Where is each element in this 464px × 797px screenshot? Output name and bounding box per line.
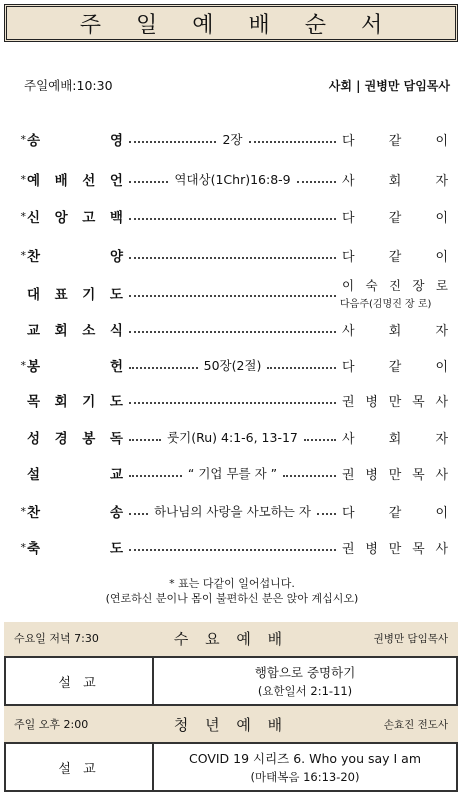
dot-leader	[129, 170, 336, 188]
person-char: 사	[435, 467, 448, 483]
youth-service-header	[4, 708, 458, 740]
dot-leader	[129, 502, 336, 520]
order-item-label	[27, 390, 125, 410]
dot-fill	[129, 439, 161, 441]
person-char: 같	[388, 505, 402, 521]
person-char: 장	[412, 278, 425, 293]
dot-fill	[129, 402, 336, 404]
order-item	[14, 390, 452, 410]
person-char: 같	[388, 359, 402, 375]
standing-note: * 표는 다같이 일어섭니다.	[169, 577, 295, 590]
order-item-detail: 2장	[222, 132, 243, 147]
label-char: 축	[27, 541, 41, 557]
label-char: 회	[54, 394, 68, 410]
order-item	[14, 206, 452, 226]
dot-fill	[129, 475, 182, 477]
person-char: 이	[435, 249, 448, 265]
person-char: 사	[435, 541, 448, 557]
order-item-detail: 룻기(Ru) 4:1-6, 13-17	[167, 430, 298, 445]
person-char: 만	[388, 467, 402, 483]
order-item	[14, 129, 452, 149]
dot-fill	[129, 549, 336, 551]
person-char: 진	[388, 278, 402, 293]
label-char: 봉	[27, 359, 41, 375]
label-char: 언	[109, 173, 123, 189]
notes	[0, 576, 464, 606]
label-char: 도	[109, 541, 123, 557]
label-char: 찬	[27, 249, 41, 265]
dot-leader	[129, 289, 336, 297]
person-char: 사	[435, 394, 448, 410]
order-item-detail: “ 기업 무를 자 ”	[187, 466, 278, 481]
person-char: 자	[435, 323, 448, 339]
person-char: 사	[342, 323, 355, 339]
person-char: 이	[435, 133, 448, 149]
label-char: 고	[82, 210, 96, 226]
label-char: 송	[27, 133, 41, 149]
person-char: 로	[435, 278, 448, 293]
dot-fill	[283, 475, 336, 477]
dot-fill	[129, 181, 168, 183]
person-char: 병	[365, 394, 378, 410]
youth-scripture: (마태복음 16:13-20)	[250, 770, 360, 784]
label-char: 회	[54, 323, 68, 339]
order-item	[14, 427, 452, 447]
person-char: 사	[342, 173, 355, 189]
order-item-detail: 50장(2절)	[203, 358, 262, 373]
person-char: 이	[435, 359, 448, 375]
order-item-detail: 하나님의 사랑을 사모하는 자	[154, 504, 311, 519]
person-char: 목	[412, 394, 425, 410]
order-item-person	[340, 391, 452, 410]
wednesday-scripture: (요한일서 2:1-11)	[257, 684, 353, 698]
youth-title: 청 년 예 배	[173, 715, 289, 734]
service-time: 주일예배:10:30	[24, 78, 113, 93]
person-char: 숙	[365, 278, 378, 293]
label-char: 찬	[27, 505, 41, 521]
standing-mark: *	[20, 172, 26, 186]
person-char: 다	[342, 249, 355, 265]
label-char: 교	[27, 323, 41, 339]
youth-sermon-box	[4, 742, 458, 792]
youth-sermon-label: 설 교	[6, 744, 154, 790]
label-char: 소	[82, 323, 96, 339]
person-char: 사	[342, 431, 355, 447]
order-item-label	[27, 463, 125, 483]
dot-fill	[129, 331, 336, 333]
person-char: 목	[412, 541, 425, 557]
dot-fill	[304, 439, 336, 441]
order-item-label	[27, 169, 125, 189]
person-char: 다	[342, 210, 355, 226]
dot-leader	[129, 428, 336, 446]
seating-note: (연로하신 분이나 몸이 불편하신 분은 앉아 계십시오)	[105, 592, 359, 605]
wednesday-sermon-title: 행함으로 중명하기	[254, 665, 356, 680]
order-item-person	[340, 502, 452, 521]
wednesday-service-header	[4, 622, 458, 654]
order-item	[14, 355, 452, 375]
person-char: 병	[365, 467, 378, 483]
person-char: 회	[388, 323, 402, 339]
label-char: 앙	[54, 210, 68, 226]
page-title-box	[4, 4, 458, 42]
wednesday-sermon-label: 설 교	[6, 658, 154, 704]
youth-sermon-content	[154, 744, 456, 790]
wednesday-leader: 권병만 담임목사	[373, 632, 448, 645]
youth-leader: 손효진 전도사	[383, 718, 448, 731]
order-item-label	[27, 427, 125, 447]
order-item	[14, 319, 452, 339]
dot-leader	[129, 325, 336, 333]
order-item-person	[340, 356, 452, 375]
order-item-person	[340, 538, 452, 557]
label-char: 기	[82, 287, 96, 303]
dot-leader	[129, 130, 336, 148]
order-item	[14, 537, 452, 557]
order-item	[14, 463, 452, 483]
dot-leader	[129, 464, 336, 482]
standing-mark: *	[20, 358, 26, 372]
person-char: 권	[342, 541, 355, 557]
order-item-label	[27, 129, 125, 149]
person-char: 다	[342, 133, 355, 149]
standing-mark: *	[20, 132, 26, 146]
label-char: 예	[27, 173, 41, 189]
dot-fill	[129, 367, 198, 369]
dot-fill	[129, 141, 216, 143]
person-char: 회	[388, 431, 402, 447]
order-item-label	[27, 537, 125, 557]
person-char: 이	[435, 505, 448, 521]
label-char: 독	[109, 431, 123, 447]
dot-fill	[129, 257, 336, 259]
dot-fill	[317, 513, 336, 515]
label-char: 배	[54, 173, 68, 189]
page-title: 주 일 예 배 순 서	[79, 12, 397, 38]
standing-mark: *	[20, 540, 26, 554]
dot-fill	[249, 141, 336, 143]
label-char: 송	[109, 505, 123, 521]
label-char: 도	[109, 287, 123, 303]
wednesday-sermon-content	[154, 658, 456, 704]
standing-mark: *	[20, 209, 26, 223]
next-week-person: 다음주(김명진 장 로)	[340, 299, 432, 310]
label-char: 양	[109, 249, 123, 265]
person-char: 다	[342, 505, 355, 521]
wednesday-time: 수요일 저녁 7:30	[14, 632, 99, 645]
order-item-label	[27, 501, 125, 521]
label-char: 백	[109, 210, 123, 226]
order-item-person	[340, 428, 452, 447]
person-char: 다	[342, 359, 355, 375]
order-item-person	[340, 276, 452, 310]
person-char: 만	[388, 394, 402, 410]
person-char: 같	[388, 210, 402, 226]
wednesday-sermon-box	[4, 656, 458, 706]
dot-leader	[129, 251, 336, 259]
label-char: 봉	[82, 431, 96, 447]
order-item-label	[27, 319, 125, 339]
standing-mark: *	[20, 248, 26, 262]
standing-mark: *	[20, 504, 26, 518]
order-item-person	[340, 246, 452, 265]
label-char: 영	[109, 133, 123, 149]
order-item-label	[27, 245, 125, 265]
dot-leader	[129, 212, 336, 220]
dot-fill	[129, 513, 148, 515]
person-char: 목	[412, 467, 425, 483]
dot-fill	[129, 295, 336, 297]
label-char: 목	[27, 394, 41, 410]
dot-fill	[129, 218, 336, 220]
order-item-person	[340, 320, 452, 339]
label-char: 경	[54, 431, 68, 447]
label-char: 헌	[109, 359, 123, 375]
person-char: 자	[435, 431, 448, 447]
dot-leader	[129, 396, 336, 404]
person-char: 같	[388, 249, 402, 265]
order-item-person	[340, 170, 452, 189]
person-char: 병	[365, 541, 378, 557]
order-item-detail: 역대상(1Chr)16:8-9	[174, 172, 291, 187]
label-char: 설	[27, 467, 41, 483]
dot-leader	[129, 543, 336, 551]
person-char: 자	[435, 173, 448, 189]
label-char: 신	[27, 210, 41, 226]
person-char: 권	[342, 467, 355, 483]
order-item-label	[27, 355, 125, 375]
person-char: 이	[435, 210, 448, 226]
youth-time: 주일 오후 2:00	[14, 718, 89, 731]
order-item	[14, 245, 452, 265]
label-char: 기	[82, 394, 96, 410]
order-item-label	[27, 283, 125, 303]
order-item-label	[27, 206, 125, 226]
order-item	[14, 278, 452, 308]
order-item-person	[340, 130, 452, 149]
order-item-person	[340, 207, 452, 226]
service-leader: 사회 | 권병만 담임목사	[328, 78, 450, 93]
order-item	[14, 501, 452, 521]
dot-fill	[297, 181, 336, 183]
order-item	[14, 169, 452, 189]
person-char: 권	[342, 394, 355, 410]
wednesday-title: 수 요 예 배	[173, 629, 289, 648]
person-char: 같	[388, 133, 402, 149]
label-char: 식	[109, 323, 123, 339]
label-char: 대	[27, 287, 41, 303]
service-meta	[24, 75, 450, 95]
order-item-person	[340, 464, 452, 483]
dot-fill	[267, 367, 336, 369]
person-char: 만	[388, 541, 402, 557]
youth-sermon-title: COVID 19 시리즈 6. Who you say I am	[188, 751, 422, 766]
label-char: 교	[109, 467, 123, 483]
label-char: 성	[27, 431, 41, 447]
dot-leader	[129, 356, 336, 374]
label-char: 선	[82, 173, 96, 189]
person-char: 이	[342, 278, 355, 293]
label-char: 도	[109, 394, 123, 410]
label-char: 표	[54, 287, 68, 303]
person-char: 회	[388, 173, 402, 189]
